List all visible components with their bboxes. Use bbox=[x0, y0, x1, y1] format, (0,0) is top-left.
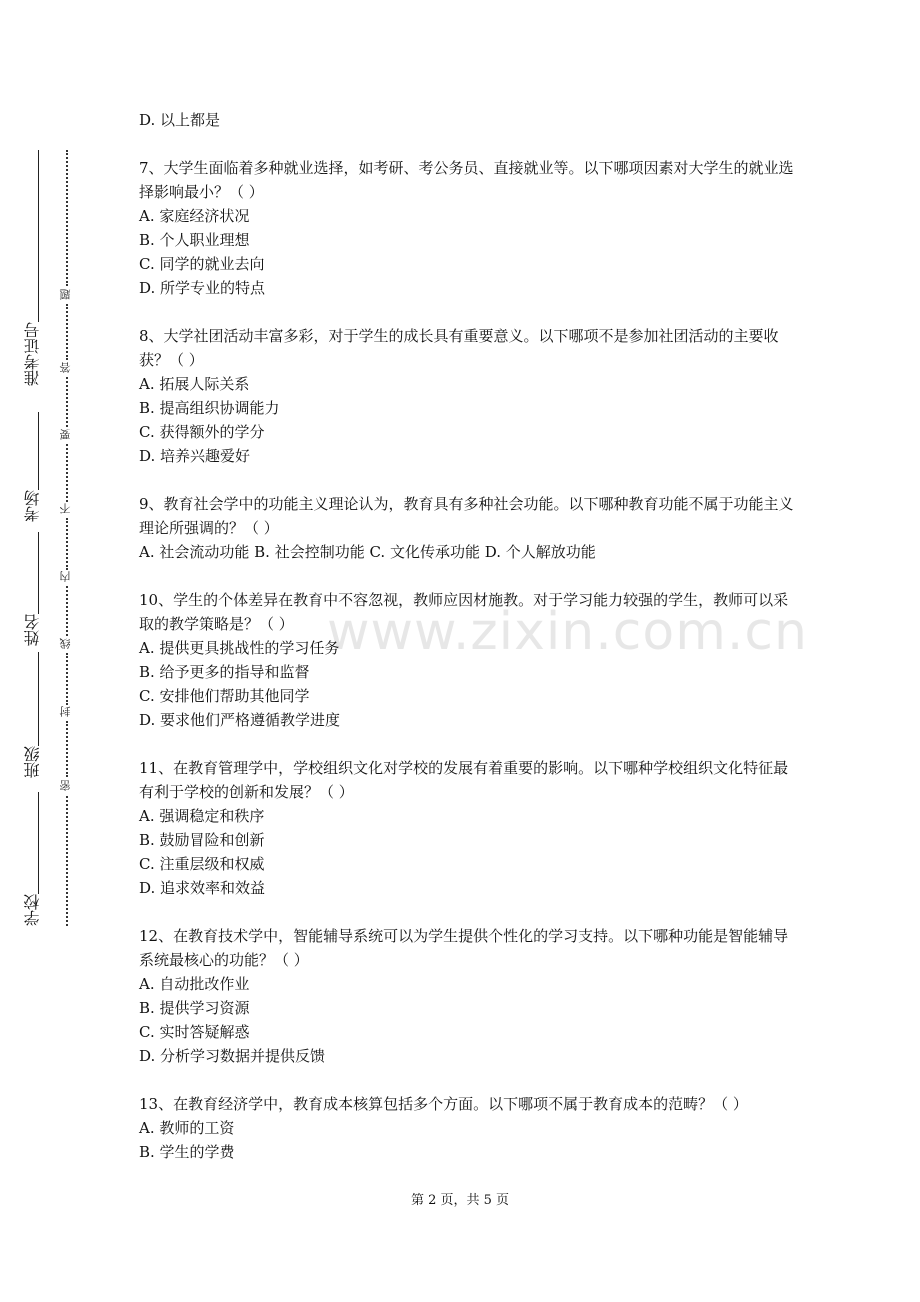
exam-room-line bbox=[38, 412, 39, 490]
question-text: 8、大学社团活动丰富多彩，对于学生的成长具有重要意义。以下哪项不是参加社团活动的主要收获？（ ） bbox=[139, 327, 779, 369]
seal-dotted-line bbox=[59, 150, 76, 926]
exam-id-field bbox=[13, 150, 53, 386]
option: C. 实时答疑解惑 bbox=[139, 1023, 250, 1041]
question-13 bbox=[139, 1092, 799, 1164]
option: D. 分析学习数据并提供反馈 bbox=[139, 1047, 326, 1065]
question-11 bbox=[139, 756, 799, 900]
question-text: 7、大学生面临着多种就业选择，如考研、考公务员、直接就业等。以下哪项因素对大学生的就业选择影响最小？（ ） bbox=[139, 159, 794, 201]
option: B. 鼓励冒险和创新 bbox=[139, 831, 265, 849]
school-field bbox=[13, 792, 53, 926]
option: B. 学生的学费 bbox=[139, 1143, 235, 1161]
option-d-prev: D. 以上都是 bbox=[139, 111, 221, 129]
option: D. 要求他们严格遵循教学进度 bbox=[139, 711, 341, 729]
option: A. 提供更具挑战性的学习任务 bbox=[139, 639, 340, 657]
seal-char: 内 bbox=[59, 571, 72, 582]
question-text: 10、学生的个体差异在教育中不容忽视，教师应因材施教。对于学习能力较强的学生，教师可以采取的教学策略是？（ ） bbox=[139, 591, 789, 633]
seal-char: 答 bbox=[59, 362, 72, 373]
question-7 bbox=[139, 156, 799, 300]
exam-id-label: 准考证号 bbox=[23, 322, 42, 386]
seal-char: 要 bbox=[59, 429, 72, 440]
option-inline: A. 社会流动功能 B. 社会控制功能 C. 文化传承功能 D. 个人解放功能 bbox=[139, 543, 596, 561]
question-text: 11、在教育管理学中，学校组织文化对学校的发展有着重要的影响。以下哪种学校组织文化特征最有利于学校的创新和发展？（ ） bbox=[139, 759, 789, 801]
exam-room-field bbox=[13, 412, 53, 522]
option: D. 追求效率和效益 bbox=[139, 879, 266, 897]
class-label: 班级 bbox=[23, 746, 42, 778]
option: C. 同学的就业去向 bbox=[139, 255, 265, 273]
option: A. 强调稳定和秩序 bbox=[139, 807, 265, 825]
option: C. 注重层级和权威 bbox=[139, 855, 265, 873]
name-line bbox=[38, 532, 39, 614]
option: A. 自动批改作业 bbox=[139, 975, 250, 993]
name-label: 姓名 bbox=[23, 614, 42, 646]
binding-margin bbox=[0, 150, 100, 950]
question-8 bbox=[139, 324, 799, 468]
option: B. 个人职业理想 bbox=[139, 231, 250, 249]
option: A. 教师的工资 bbox=[139, 1119, 235, 1137]
option: B. 提供学习资源 bbox=[139, 999, 250, 1017]
option: C. 获得额外的学分 bbox=[139, 423, 265, 441]
question-text: 9、教育社会学中的功能主义理论认为，教育具有多种社会功能。以下哪种教育功能不属于功能主义理论所强调的？（ ） bbox=[139, 495, 794, 537]
question-list bbox=[139, 108, 799, 1164]
page-number: 第 2 页，共 5 页 bbox=[410, 1193, 510, 1208]
option: A. 家庭经济状况 bbox=[139, 207, 250, 225]
option: B. 提高组织协调能力 bbox=[139, 399, 280, 417]
seal-char: 不 bbox=[59, 503, 72, 514]
option: D. 培养兴趣爱好 bbox=[139, 447, 251, 465]
exam-room-label: 考场 bbox=[23, 490, 42, 522]
option: A. 拓展人际关系 bbox=[139, 375, 250, 393]
school-label: 学校 bbox=[23, 894, 42, 926]
exam-id-line bbox=[38, 150, 39, 322]
question-9 bbox=[139, 492, 799, 564]
seal-char: 密 bbox=[59, 780, 72, 791]
class-line bbox=[38, 652, 39, 746]
seal-char: 封 bbox=[59, 706, 72, 717]
question-10 bbox=[139, 588, 799, 732]
watermark: www.zixin.com.cn bbox=[327, 602, 808, 662]
option: B. 给予更多的指导和监督 bbox=[139, 663, 310, 681]
name-field bbox=[13, 532, 53, 646]
question-text: 12、在教育技术学中，智能辅导系统可以为学生提供个性化的学习支持。以下哪种功能是智能辅导系统最核心的功能？（ ） bbox=[139, 927, 789, 969]
question-text: 13、在教育经济学中，教育成本核算包括多个方面。以下哪项不属于教育成本的范畴？（ ） bbox=[139, 1095, 748, 1113]
class-field bbox=[13, 652, 53, 778]
question-12 bbox=[139, 924, 799, 1068]
option: C. 安排他们帮助其他同学 bbox=[139, 687, 310, 705]
school-line bbox=[38, 792, 39, 894]
seal-char: 线 bbox=[59, 638, 72, 649]
seal-char: 题 bbox=[59, 289, 72, 300]
option: D. 所学专业的特点 bbox=[139, 279, 266, 297]
